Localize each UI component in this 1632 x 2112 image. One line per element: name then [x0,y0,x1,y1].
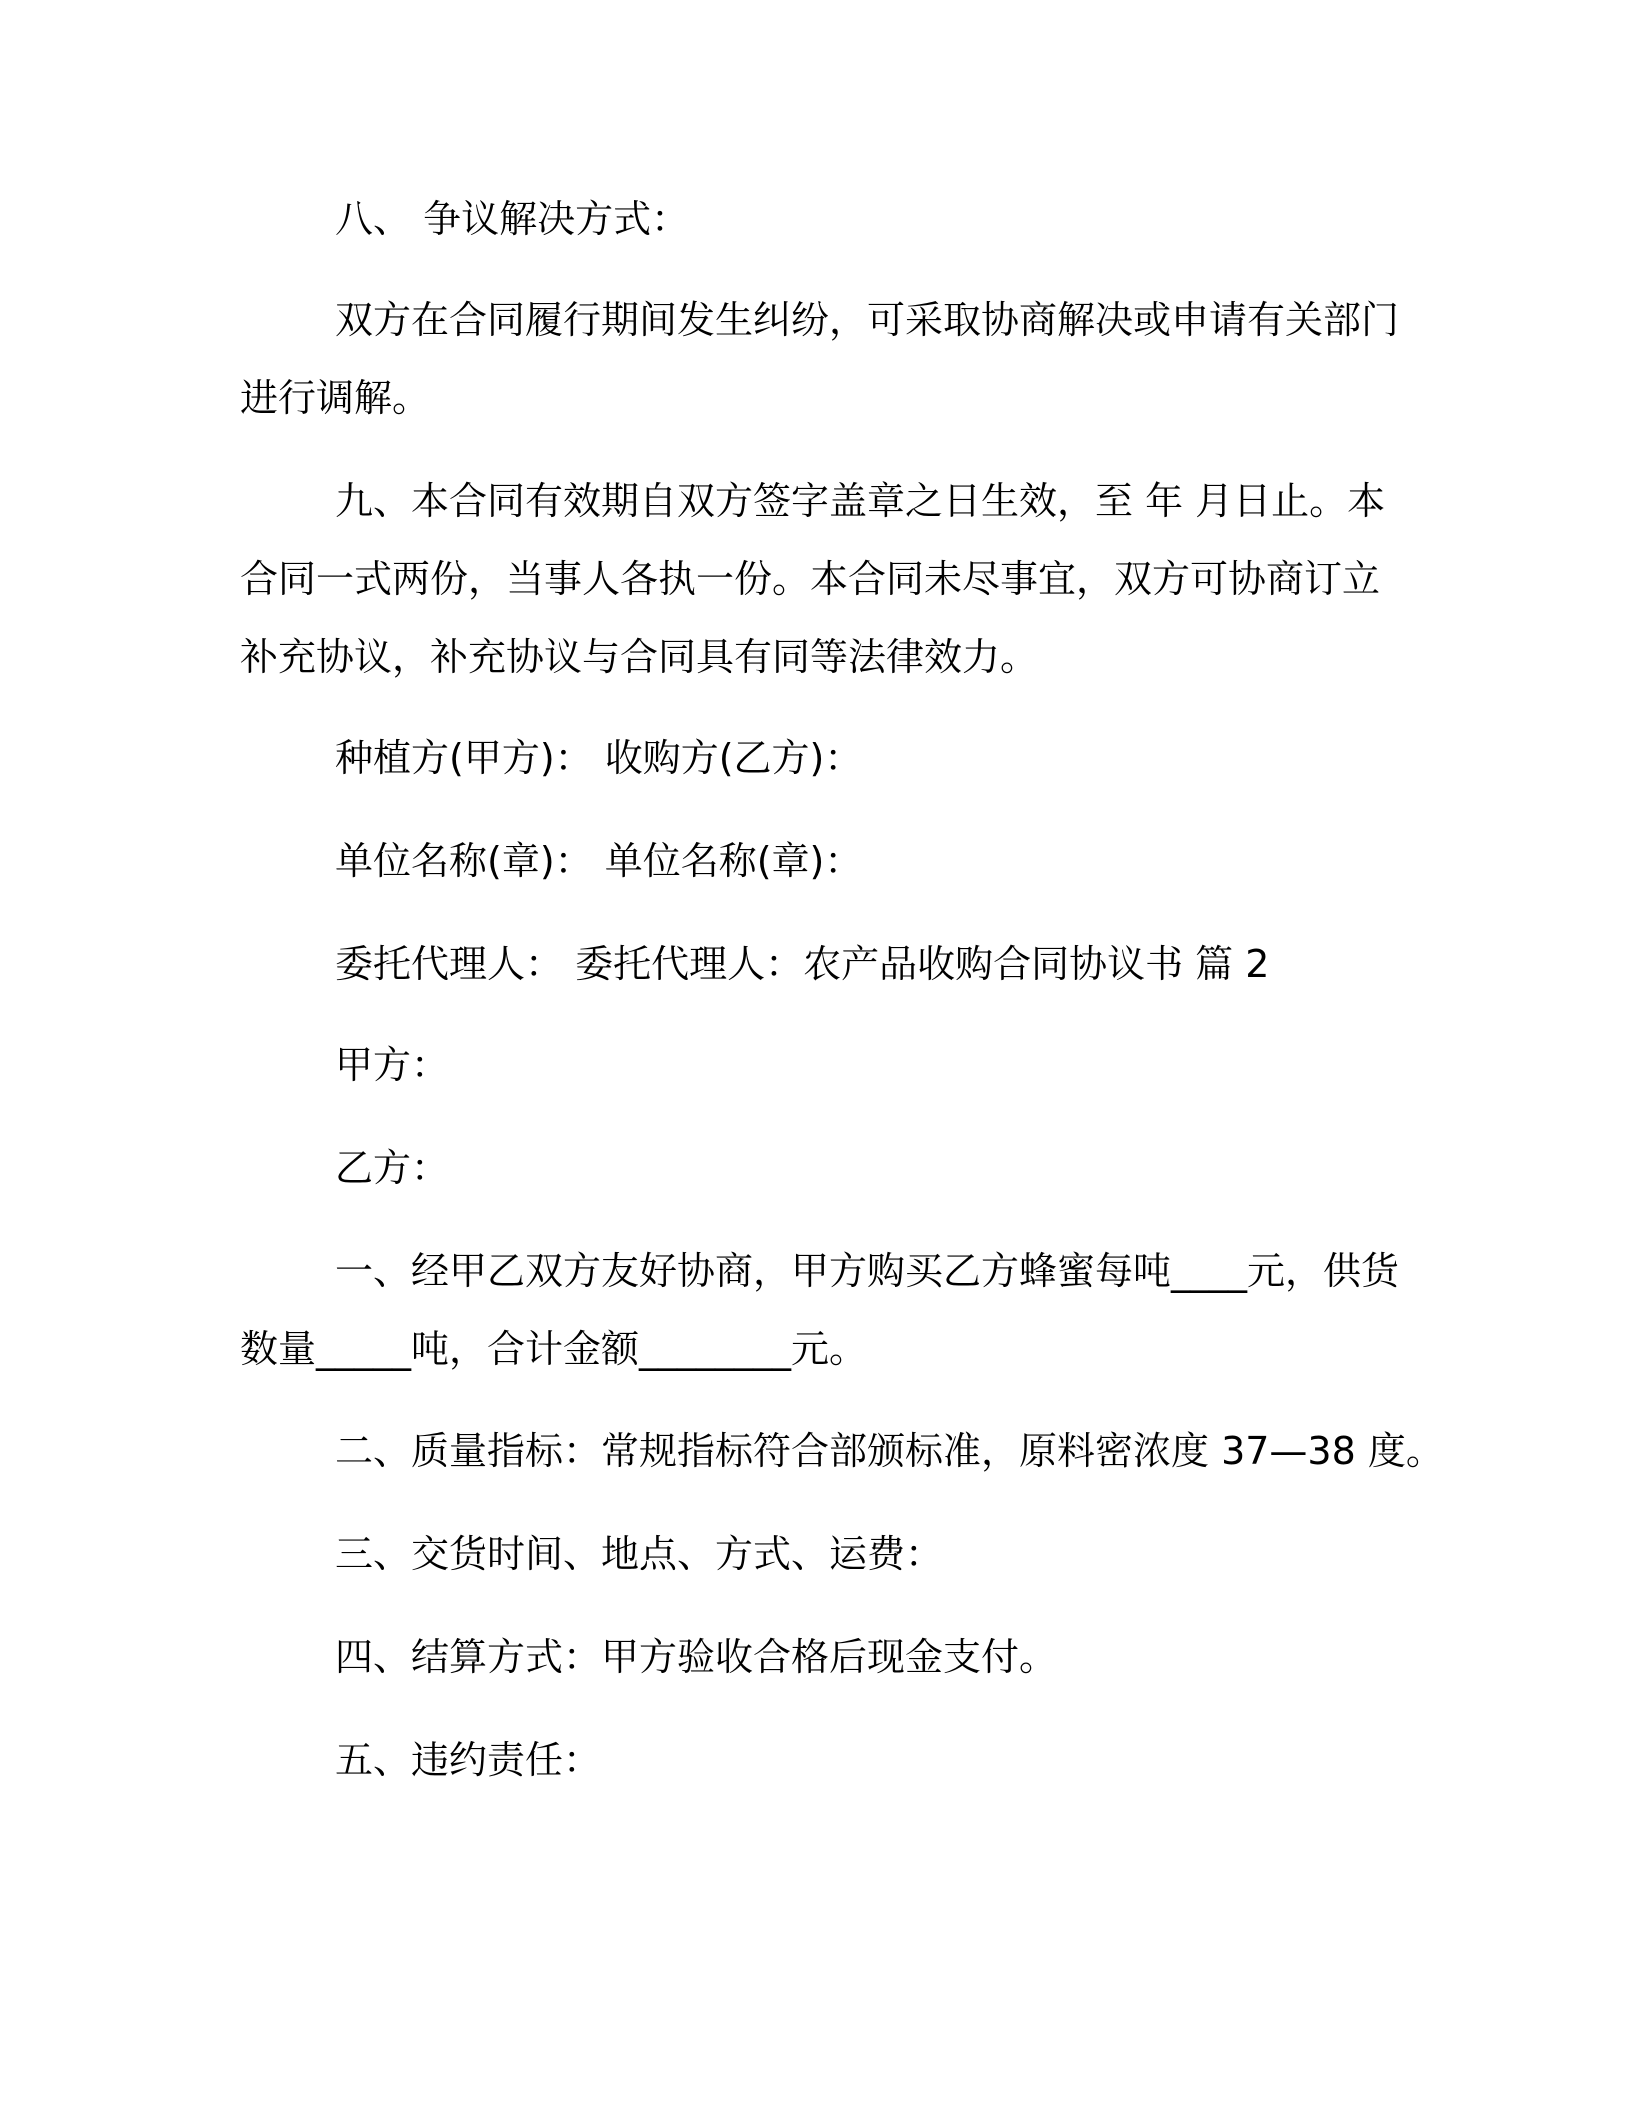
text-line: 九、本合同有效期自双方签字盖章之日生效，至 年 月日止。本 [335,479,1386,523]
text-line: 双方在合同履行期间发生纠纷，可采取协商解决或申请有关部门 [335,298,1400,342]
text-line: 种植方(甲方)： 收购方(乙方)： [335,736,863,780]
party-a-label [240,1026,1390,1104]
party-b-label [240,1129,1390,1207]
text-line: 数量_____吨，合计金额________元。 [240,1327,868,1371]
text-line: 四、结算方式：甲方验收合格后现金支付。 [335,1635,1058,1679]
signature-unit-line [240,822,1390,900]
text-line: 一、经甲乙双方友好协商，甲方购买乙方蜂蜜每吨____元，供货 [335,1249,1400,1293]
clause-3 [240,1515,1390,1593]
text-line: 补充协议，补充协议与合同具有同等法律效力。 [240,635,1039,679]
signature-party-line [240,719,1390,797]
text-line: 八、 争议解决方式： [335,197,690,241]
paragraph-dispute-heading [240,180,1390,258]
text-line: 委托代理人： 委托代理人：农产品收购合同协议书 篇 2 [335,942,1270,986]
text-line: 二、质量指标：常规指标符合部颁标准，原料密浓度 37—38 度。 [335,1429,1444,1473]
paragraph-dispute-body [240,281,1400,437]
text-line: 三、交货时间、地点、方式、运费： [335,1532,944,1576]
clause-1 [240,1232,1400,1388]
clause-2 [240,1412,1444,1490]
clause-5 [240,1721,1390,1799]
signature-agent-line [240,925,1390,1003]
text-line: 合同一式两份，当事人各执一份。本合同未尽事宜，双方可协商订立 [240,557,1381,601]
text-line: 乙方： [335,1146,450,1190]
clause-4 [240,1618,1390,1696]
text-line: 单位名称(章)： 单位名称(章)： [335,839,863,883]
text-line: 进行调解。 [240,376,431,420]
paragraph-validity [240,462,1390,696]
text-line: 五、违约责任： [335,1738,602,1782]
text-line: 甲方： [335,1043,450,1087]
